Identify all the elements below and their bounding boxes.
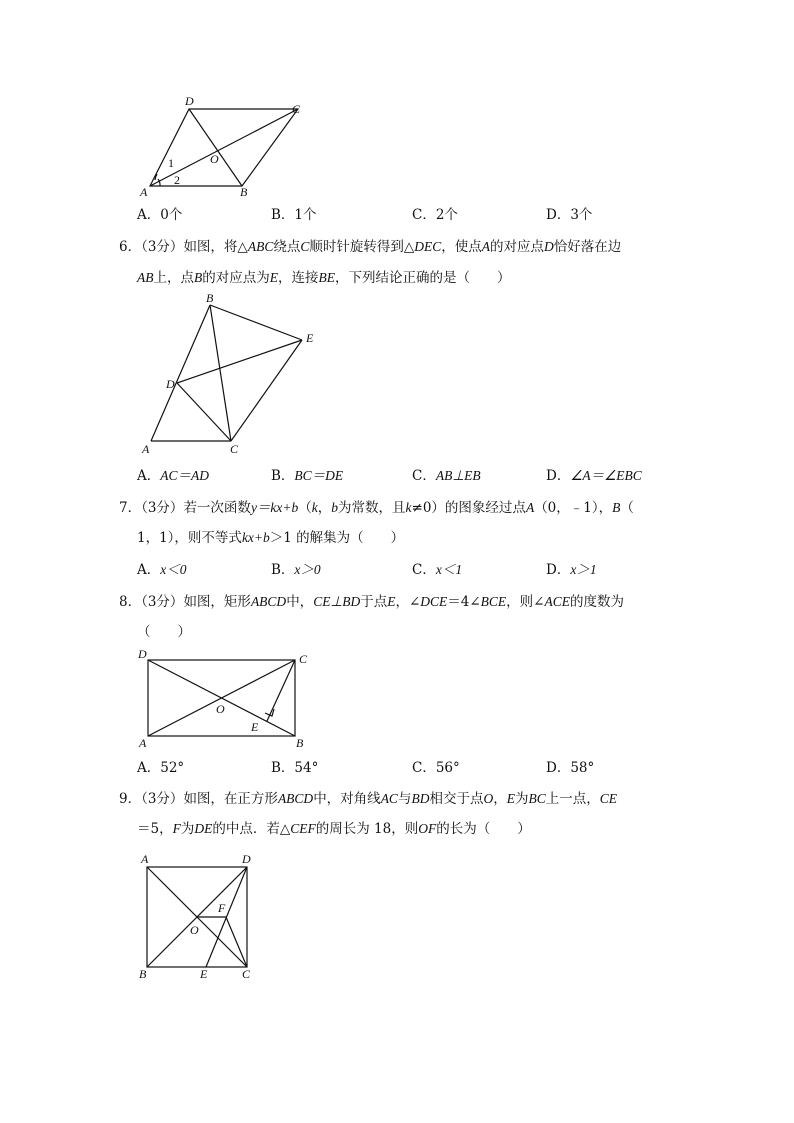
q5-option-c[interactable]: C．2个 xyxy=(412,207,458,223)
label-d: D xyxy=(185,94,194,108)
label-d: D xyxy=(242,852,251,866)
label-e: E xyxy=(251,720,259,734)
label-c: C xyxy=(230,442,239,456)
label-o: O xyxy=(210,152,219,166)
label-angle-1: 1 xyxy=(168,156,174,170)
label-b: B xyxy=(139,967,147,981)
segment-bc xyxy=(210,305,231,441)
label-b: B xyxy=(206,291,214,305)
label-b: B xyxy=(296,736,304,750)
label-a: A xyxy=(139,736,147,750)
label-o: O xyxy=(216,702,225,716)
q6-stem-line-1: 6．（3分）如图，将△ABC绕点C顺时针旋转得到△DEC，使点A的对应点D恰好落在边 xyxy=(119,239,622,255)
q8-stem-line-1: 8．（3分）如图，矩形ABCD中，CE⊥BD于点E，∠DCE＝4∠BCE，则∠ACE的度数为 xyxy=(119,594,624,610)
figure-q9-square xyxy=(130,848,270,988)
label-b: B xyxy=(240,185,248,199)
label-c: C xyxy=(242,967,251,981)
q6-stem-line-2: AB上，点B的对应点为E，连接BE，下列结论正确的是（ ） xyxy=(137,270,511,286)
q8-option-c[interactable]: C．56° xyxy=(412,760,460,776)
q5-option-d[interactable]: D．3个 xyxy=(546,207,593,223)
q7-stem-line-1: 7．（3分）若一次函数y＝kx+b（k，b为常数，且k≠0）的图象经过点A（0，﹣1），B（ xyxy=(119,500,634,516)
segment-ec xyxy=(231,340,302,441)
q7-option-b[interactable]: B．x＞0 xyxy=(271,562,321,578)
label-a: A xyxy=(142,442,150,456)
label-d: D xyxy=(138,647,147,661)
label-d: D xyxy=(166,377,175,391)
diagonal-ac xyxy=(150,109,298,186)
segment-be xyxy=(210,305,302,340)
segment-fc xyxy=(226,917,247,967)
q6-option-b[interactable]: B．BC＝DE xyxy=(271,468,344,484)
q6-option-c[interactable]: C．AB⊥EB xyxy=(412,468,481,484)
diagonal-bd xyxy=(189,109,242,186)
q6-option-d[interactable]: D．∠A＝∠EBC xyxy=(546,468,642,484)
label-e: E xyxy=(306,331,314,345)
label-f: F xyxy=(218,901,226,915)
figure-q8-rectangle xyxy=(130,645,330,755)
angle-mark-2 xyxy=(158,179,160,186)
q7-stem-line-2: 1，1），则不等式kx+b＞1 的解集为（ ） xyxy=(137,530,405,546)
q9-stem-line-1: 9．（3分）如图，在正方形ABCD中，对角线AC与BD相交于点O，E为BC上一点，CE xyxy=(119,791,617,807)
q7-option-c[interactable]: C．x＜1 xyxy=(412,562,463,578)
label-a: A xyxy=(140,185,148,199)
label-o: O xyxy=(190,923,199,937)
q6-option-a[interactable]: A．AC＝AD xyxy=(137,468,209,484)
segment-ce xyxy=(267,660,295,721)
label-c: C xyxy=(292,102,301,116)
q8-option-a[interactable]: A．52° xyxy=(137,760,185,776)
q7-option-a[interactable]: A．x＜0 xyxy=(137,562,187,578)
segment-ab xyxy=(151,305,210,441)
figure-q5-parallelogram xyxy=(130,92,330,202)
q8-option-d[interactable]: D．58° xyxy=(546,760,595,776)
label-c: C xyxy=(299,652,308,666)
q5-option-a[interactable]: A．0个 xyxy=(137,207,183,223)
q9-stem-line-2: ＝5，F为DE的中点．若△CEF的周长为 18，则OF的长为（ ） xyxy=(137,821,531,837)
label-a: A xyxy=(141,852,149,866)
q8-stem-line-2: （ ） xyxy=(137,624,191,640)
q7-option-d[interactable]: D．x＞1 xyxy=(546,562,597,578)
q8-option-b[interactable]: B．54° xyxy=(271,760,319,776)
label-angle-2: 2 xyxy=(174,173,180,187)
q5-option-b[interactable]: B．1个 xyxy=(271,207,317,223)
label-e: E xyxy=(200,967,208,981)
segment-de xyxy=(177,340,302,383)
figure-q6-rotation xyxy=(130,292,330,460)
